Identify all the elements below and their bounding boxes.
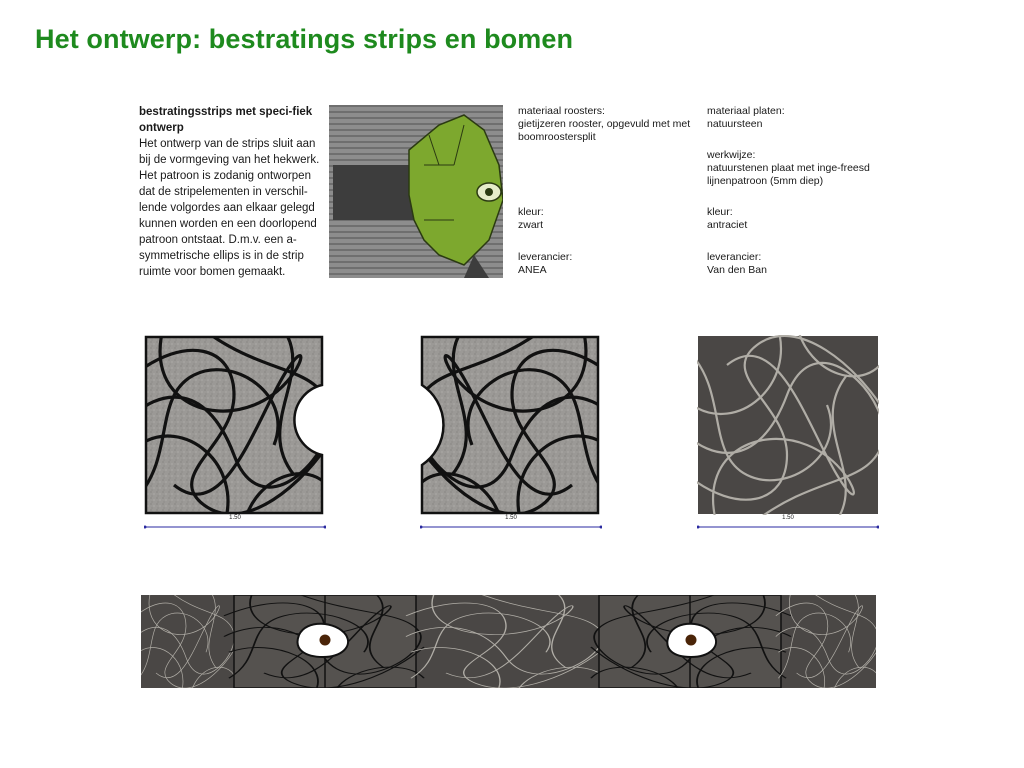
platen-color bbox=[707, 206, 887, 232]
platen-method-label: werkwijze: bbox=[707, 149, 756, 161]
page-title: Het ontwerp: bestratings strips en bomen bbox=[35, 24, 574, 54]
dimension-label-2: 1.50 bbox=[505, 515, 517, 521]
platen-supplier bbox=[707, 251, 887, 277]
platen-color-value: antraciet bbox=[707, 219, 748, 231]
roosters-supplier-label: leverancier: bbox=[518, 251, 573, 263]
tree-opening-1 bbox=[298, 624, 349, 657]
grate-tile-left bbox=[144, 335, 326, 515]
roosters-material-value: gietijzeren rooster, opgevuld met met boomroostersplit bbox=[518, 118, 691, 143]
stone-tile-right bbox=[697, 335, 879, 515]
roosters-color bbox=[518, 206, 696, 232]
platen-supplier-value: Van den Ban bbox=[707, 264, 767, 276]
tree-opening-2 bbox=[667, 624, 716, 657]
intro-heading: bestratingsstrips met speci-fiek ontwerp bbox=[139, 106, 313, 134]
dimension-label-3: 1.50 bbox=[782, 515, 794, 521]
tree-trunk-2 bbox=[686, 635, 697, 646]
roosters-supplier-value: ANEA bbox=[518, 264, 547, 276]
tree-grate-photo bbox=[329, 105, 503, 278]
roosters-supplier bbox=[518, 251, 696, 277]
platen-color-label: kleur: bbox=[707, 206, 733, 218]
intro-text bbox=[139, 104, 321, 280]
tree-trunk-1 bbox=[320, 635, 331, 646]
platen-material-label: materiaal platen: bbox=[707, 105, 785, 117]
grate-tile-middle bbox=[420, 335, 602, 515]
roosters-material bbox=[518, 105, 696, 144]
platen-method-value: natuurstenen plaat met inge-freesd lijnenpatroon (5mm diep) bbox=[707, 162, 870, 187]
platen-material-value: natuursteen bbox=[707, 118, 763, 130]
roosters-color-value: zwart bbox=[518, 219, 544, 231]
platen-material bbox=[707, 105, 887, 131]
paving-strip-plan bbox=[141, 595, 876, 688]
dimension-label-1: 1.50 bbox=[229, 515, 241, 521]
intro-body: Het ontwerp van de strips sluit aan bij de vormgeving van het hekwerk. Het patroon is zodanig ontworpen dat de stripelementen in verschil-lende volgordes aan elkaar gelegd kunnen worden en een doorlopend patroon ontstaat. D.m.v. een a-symmetrische ellips is in de strip ruimte voor bomen gemaakt. bbox=[139, 138, 320, 278]
platen-method bbox=[707, 149, 887, 188]
roosters-material-label: materiaal roosters: bbox=[518, 105, 605, 117]
platen-supplier-label: leverancier: bbox=[707, 251, 762, 263]
roosters-color-label: kleur: bbox=[518, 206, 544, 218]
